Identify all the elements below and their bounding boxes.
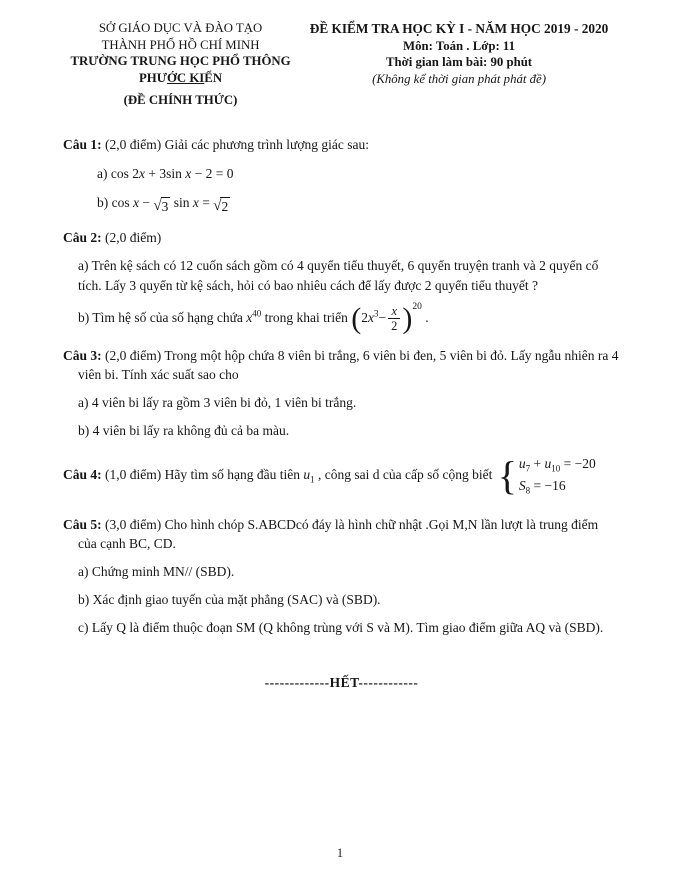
school-name-underlined: ỚC KI (166, 70, 205, 85)
question-1-intro: (2,0 điểm) Giải các phương trình lượng giác sau: (101, 137, 369, 153)
question-3-label: Câu 3: (63, 347, 102, 363)
question-4-mid: , công sai d của cấp số cộng biết (314, 466, 496, 482)
question-5a-text: Chứng minh MN// (SBD). (91, 563, 235, 579)
question-2b-pre: Tìm hệ số của số hạng chứa (92, 309, 247, 325)
question-4-pre: Hãy tìm số hạng đầu tiên (164, 466, 304, 482)
item-2a-label: a) (78, 258, 92, 274)
question-5a (78, 562, 620, 581)
formula-1a-end: − 2 = 0 (191, 166, 234, 182)
question-5-label: Câu 5: (63, 516, 102, 532)
formula-4-u1-sub: 1 (310, 474, 315, 485)
question-5b (78, 590, 620, 609)
school-block (63, 20, 298, 108)
radicand-3: 3 (161, 199, 169, 215)
open-paren: ( (351, 301, 362, 335)
question-3-heading (63, 346, 620, 384)
official-exam-label: (ĐỀ CHÍNH THỨC) (123, 92, 238, 107)
system-brace: { (497, 452, 517, 498)
end-of-exam-marker: -------------HẾT------------ (264, 675, 419, 691)
formula-4-system (498, 454, 596, 497)
formula-1a-x2: x (185, 166, 192, 182)
formula-2b-x40-base: x (246, 309, 253, 325)
item-5a-label: a) (78, 563, 92, 579)
question-2a-text: Trên kệ sách có 12 cuốn sách gồm có 4 quyển tiểu thuyết, 6 quyển truyện tranh và 2 quyển cổ tích. Lấy 3 quyển từ kệ sách, hỏi có bao nhiêu cách để lấy được 2 quyển tiểu thuyết ? (78, 258, 599, 293)
radical-3 (153, 197, 170, 216)
item-5c-label: c) (78, 620, 92, 636)
system-equations (519, 454, 596, 497)
school-type-line: TRƯỜNG TRUNG HỌC PHỔ THÔNG (70, 54, 291, 69)
question-5c (78, 618, 620, 637)
formula-2b-x40-exp: 40 (252, 308, 262, 319)
question-5-text: Cho hình chóp S.ABCDcó đáy là hình chữ nhật .Gọi M,N lần lượt là trung điểm của cạnh BC, CD. (78, 516, 599, 551)
item-1b-label: b) (97, 195, 112, 211)
question-4 (63, 454, 620, 497)
school-name-post: ỂN (204, 70, 223, 85)
question-1a (97, 164, 620, 183)
formula-2b-cube: 3 (374, 308, 379, 319)
item-1a-label: a) (97, 166, 111, 182)
radical-sign: √ (213, 198, 222, 215)
exam-header (63, 20, 620, 108)
eq2-S: S (518, 477, 526, 493)
item-3a-label: a) (78, 394, 92, 410)
formula-1b-minus: − (139, 195, 154, 211)
question-2b-end: . (421, 309, 429, 325)
eq1-u: u (518, 456, 526, 472)
question-2-label: Câu 2: (63, 230, 102, 246)
question-1b (97, 193, 620, 216)
exam-title-block (298, 20, 620, 88)
question-2b (78, 301, 620, 335)
city-line: THÀNH PHỐ HỒ CHÍ MINH (101, 37, 260, 52)
question-3a-text: 4 viên bi lấy ra gồm 3 viên bi đỏ, 1 viên bi trắng. (91, 394, 357, 410)
question-5-points: (3,0 điểm) (101, 516, 165, 532)
exam-title: ĐỀ KIỂM TRA HỌC KỲ I - NĂM HỌC 2019 - 2020 (309, 21, 609, 36)
eq1-plus: + (530, 456, 545, 472)
formula-1b (111, 195, 231, 215)
formula-1b-eq: = (198, 195, 214, 211)
formula-2b-binomial (351, 301, 422, 335)
eq1-sub7: 7 (525, 463, 531, 474)
question-3b-text: 4 viên bi lấy ra không đủ cả ba màu. (92, 423, 290, 438)
eq2-sub8: 8 (525, 485, 531, 496)
question-1-heading (63, 135, 620, 154)
item-3b-label: b) (78, 423, 93, 438)
formula-1b-x1: x (133, 195, 139, 211)
radicand-2: 2 (221, 199, 229, 215)
system-equation-2 (518, 477, 566, 496)
question-1-label: Câu 1: (63, 137, 102, 153)
question-5c-text: Lấy Q là điểm thuộc đoạn SM (Q không trùng với S và M). Tìm giao điểm giữa AQ và (SBD). (91, 620, 604, 636)
fraction-num-x: x (391, 303, 398, 318)
formula-2b-var: x (368, 309, 375, 325)
formula-1a (111, 166, 234, 181)
close-paren: ) (402, 301, 413, 335)
fraction-denominator: 2 (388, 318, 400, 333)
subject-class-line: Môn: Toán . Lớp: 11 (403, 38, 516, 53)
question-2-heading (63, 228, 620, 247)
duration-line: Thời gian làm bài: 90 phút (385, 55, 533, 70)
item-5b-label: b) (78, 592, 93, 608)
eq1-rhs: = −20 (560, 456, 596, 472)
formula-4-u1-base: u (303, 466, 311, 482)
formula-2b-power: 20 (412, 301, 422, 312)
page-number: 1 (336, 846, 344, 860)
question-4-label: Câu 4: (63, 466, 102, 482)
question-2a (78, 256, 620, 294)
formula-2b-minus: − (378, 309, 387, 325)
eq2-rhs: = −16 (530, 477, 566, 493)
radical-2 (213, 197, 230, 216)
question-5-heading (63, 515, 620, 553)
question-3-text: Trong một hộp chứa 8 viên bi trắng, 6 viên bi đen, 5 viên bi đỏ. Lấy ngẫu nhiên ra 4 viên bi. Tính xác suất sao cho (78, 347, 619, 382)
formula-1b-x2: x (192, 195, 199, 211)
school-name-pre: PHƯ (138, 70, 167, 85)
question-3b (78, 421, 620, 440)
question-3a (78, 393, 620, 412)
question-2b-mid: trong khai triển (261, 309, 352, 325)
question-4-points: (1,0 điểm) (101, 466, 165, 482)
formula-1b-cos: cos (111, 195, 133, 211)
radical-sign: √ (153, 198, 162, 215)
formula-1a-x1: x (139, 166, 145, 182)
school-name-line (63, 70, 298, 87)
department-line: SỞ GIÁO DỤC VÀ ĐÀO TẠO (98, 21, 263, 35)
formula-1b-sin: sin (170, 195, 193, 211)
formula-2b-coef: 2 (361, 309, 369, 325)
item-2b-label: b) (78, 309, 93, 325)
fraction-numerator (389, 304, 401, 318)
formula-1a-mid: + 3sin (145, 166, 186, 182)
formula-1a-cos: cos 2 (110, 166, 139, 182)
duration-note: (Không kể thời gian phát phát đề) (372, 72, 546, 87)
question-3-points: (2,0 điểm) (101, 347, 165, 363)
question-5b-text: Xác định giao tuyến của mặt phẳng (SAC) và (SBD). (92, 592, 381, 608)
system-equation-1 (518, 456, 596, 474)
eq1-u10: u (544, 456, 552, 472)
question-2-points: (2,0 điểm) (101, 230, 162, 246)
eq1-sub10: 10 (551, 463, 561, 474)
fraction-x-over-2 (388, 304, 400, 334)
